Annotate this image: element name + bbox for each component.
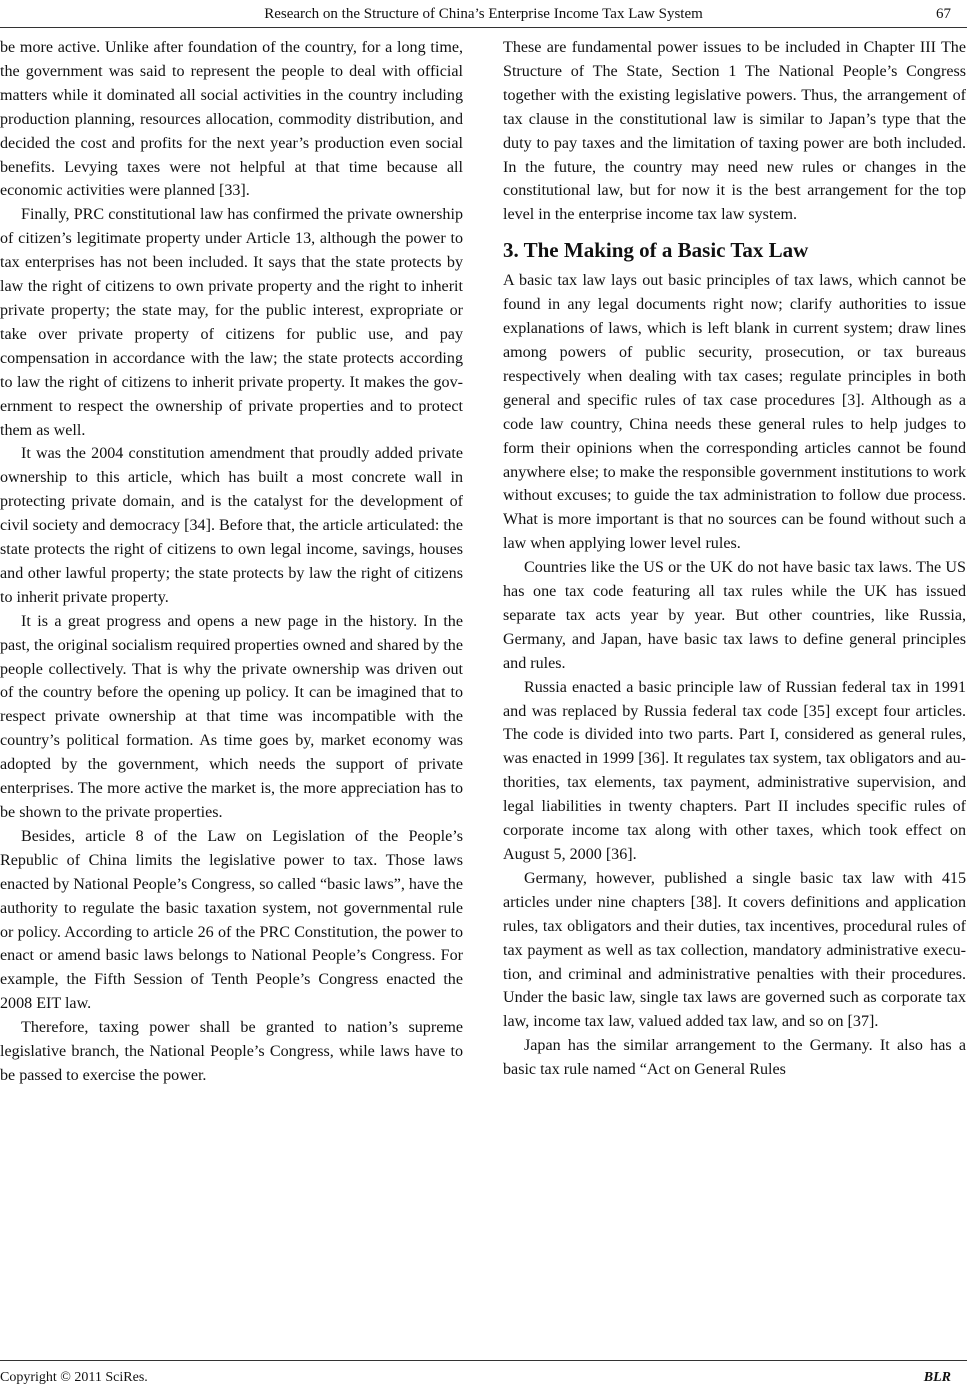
copyright-notice: Copyright © 2011 SciRes. — [0, 1370, 148, 1385]
left-column — [0, 36, 463, 1088]
body-paragraph: Russia enacted a basic principle law of Russian federal tax in 1991 and was replaced by Russia federal tax code [35] except four articles. The code is divided into two parts. Part I, considered as general rules, was enacted in 1999 [36]. It regulates tax system, tax obligators and authorities, tax elements, tax payment, administrative supervision, and legal liabilities in twenty chapters. Part II includes specific rules of corporate income tax along with other taxes, which took effect on August 5, 2000 [36]. — [503, 678, 966, 863]
body-paragraph: Besides, article 8 of the Law on Legislation of the People’s Republic of China limits the legislative power to tax. Those laws enacted by National People’s Congress, so called “basic laws”, have the authority to regulate the basic taxation system, not governmental rule or policy. According to article 26 of the PRC Constitution, the power to enact or amend basic laws belongs to National People’s Congress. For example, the Fifth Session of Tenth People’s Congress enacted the 2008 EIT law. — [0, 827, 463, 1013]
running-title: Research on the Structure of China’s Enterprise Income Tax Law System — [264, 6, 703, 22]
header-rule — [0, 27, 967, 28]
page-header — [0, 0, 967, 28]
body-paragraph: Countries like the US or the UK do not have basic tax laws. The US has one tax code featuring all tax rules while the UK has issued separate tax acts year by year. But other countries, like Russia, Germany, and Japan, have basic tax laws to define general principles and rules. — [503, 559, 966, 672]
body-paragraph: A basic tax law lays out basic principles of tax laws, which cannot be found in any legal documents right now; clarify authorities to issue explanations of laws, which is left blank in current system; draw lines among powers of public security, prosecution, or tax bureaus respectively when dealing with tax cases; regulate principles in both general and specific rules of tax case procedures [3]. Although as a code law country, China needs these general rules to help judges to form their opinions when the corresponding articles cannot be found anywhere else; to make the responsible government institutions to work without excuses; to guide the tax administration to follow due process. What is more important is that no sources can be found without such a law when applying lower level rules. — [503, 272, 966, 553]
page-number: 67 — [936, 6, 951, 22]
body-paragraph: Therefore, taxing power shall be granted to nation’s supreme legislative branch, the National People’s Congress, while laws have to be passed to exercise the power. — [0, 1019, 463, 1084]
body-paragraph: It was the 2004 constitution amendment that proudly added private ownership to this article, which has built a most concrete wall in protecting private domain, and is the catalyst for the development of civil society and democracy [34]. Before that, the article articulated: the state protects the right of citizens to own legal income, savings, houses and other lawful property; the state protects by law the right of citizens to inherit private property. — [0, 445, 463, 606]
section-heading: 3. The Making of a Basic Tax Law — [503, 238, 809, 263]
body-paragraph: These are fundamental power issues to be included in Chapter III The Structure of The State, Section 1 The National People’s Congress together with the existing legislative powers. Thus, the arrangement of tax clause in the constitutional law is similar to Japan’s type that the duty to pay taxes and the limitation of taxing power are both included. In the future, the country may need new rules or changes in the constitutional law, but for now it is the best arrangement for the top level in the enterprise income tax law system. — [503, 39, 966, 224]
body-paragraph: Japan has the similar arrangement to the Germany. It also has a basic tax rule named “Act on General Rules — [503, 1037, 966, 1079]
body-paragraph: Finally, PRC constitutional law has confirmed the private ownership of citizen’s legitimate property under Article 13, although the power to tax enterprises has not been included. It says that the state protects by law the right of citizens to own private property and the right to inherit private property; the state may, for the public interest, expropriate or take over private property of citizens for public use, and pay compensation in accordance with the law; the state protects according to law the right of citizens to inherit private property. It makes the government to respect the ownership of private properties and to protect them as well. — [0, 206, 463, 439]
journal-abbreviation: BLR — [923, 1370, 951, 1385]
body-paragraph: be more active. Unlike after foundation of the country, for a long time, the government was said to represent the people to deal with official matters while it dominated all social activities in the country including production planning, resources allocation, commodity distribution, and decided the cost and profits for the next year’s production even social benefits. Levying taxes were not helpful at that time because all economic activities were planned [33]. — [0, 39, 463, 200]
footer-rule — [0, 1360, 967, 1361]
right-column — [503, 36, 966, 1082]
page-footer — [0, 1360, 967, 1386]
body-paragraph: It is a great progress and opens a new page in the history. In the past, the original socialism required properties owned and shared by the people collectively. That is why the private ownership was driven out of the country before the opening up policy. It can be imagined that to respect private ownership at that time was incompatible with the country’s political formation. As time goes by, market economy was adopted by the government, which needs the support of private enterprises. The more active the market is, the more appreciation has to be shown to the private properties. — [0, 612, 463, 821]
body-paragraph: Germany, however, published a single basic tax law with 415 articles under nine chapters [38]. It covers definitions and application rules, tax obligators and their duties, tax incentives, procedural rules of tax payment as well as tax collection, mandatory administrative execution, and criminal and administrative penalties with their procedures. Under the basic law, single tax laws are governed such as corporate tax law, income tax law, valued added tax law, and so on [37]. — [503, 869, 966, 1031]
